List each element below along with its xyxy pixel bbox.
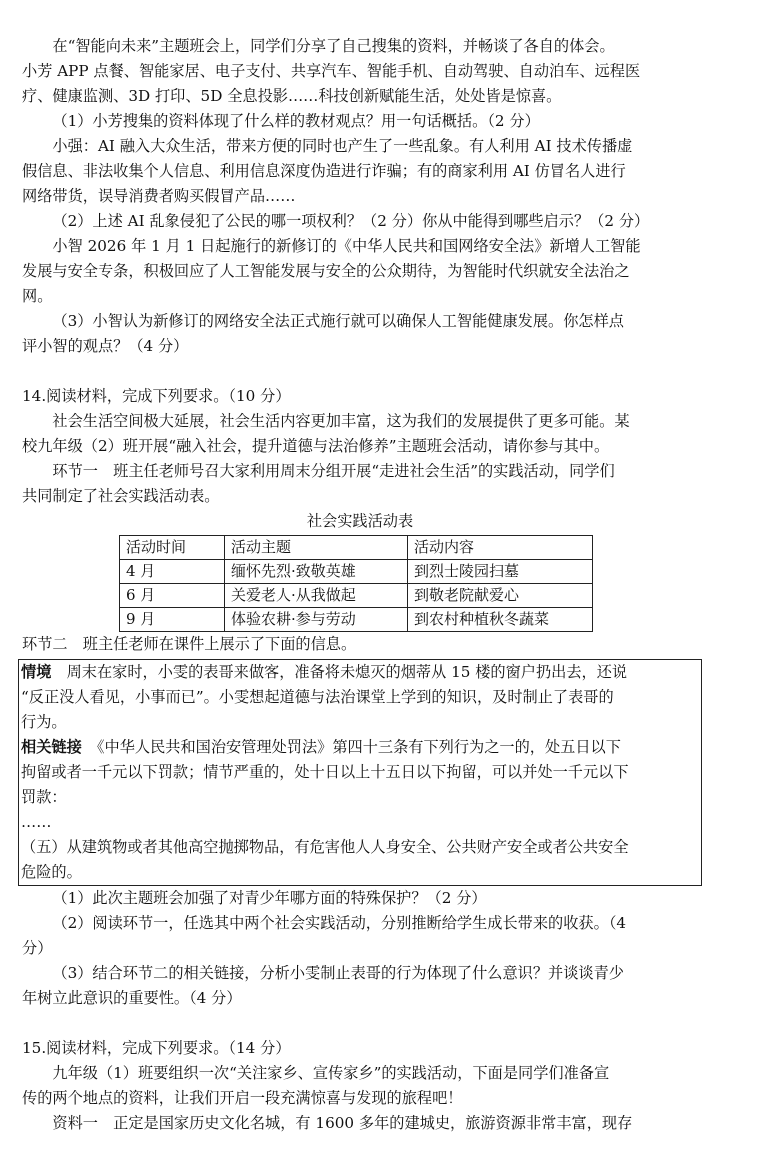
item-5-line-1: （五）从建筑物或者其他高空抛掷物品，有危害他人人身安全、公共财产安全或者公共安全 <box>21 838 629 856</box>
link-line-1 <box>19 735 701 760</box>
link-text: 《中华人民共和国治安管理处罚法》第四十三条有下列行为之一的，处五日以下 <box>81 738 621 756</box>
q15-intro-line-1: 九年级（1）班要组织一次“关注家乡、宣传家乡”的实践活动，下面是同学们准备宣 <box>52 1064 610 1082</box>
xiaozhi-line-3: 网。 <box>22 287 53 305</box>
link-line-2: 拘留或者一千元以下罚款；情节严重的，处十日以上十五日以下拘留，可以并处一千元以下 <box>21 763 629 781</box>
xiaozhi-line-1: 小智 2026 年 1 月 1 日起施行的新修订的《中华人民共和国网络安全法》新增人工智能 <box>52 237 641 255</box>
question-13-3-line-2: 评小智的观点？（4 分） <box>22 337 189 355</box>
question-14-2-line-1: （2）阅读环节一，任选其中两个社会实践活动，分别推断给学生成长带来的收获。（4 <box>52 914 627 932</box>
table-row <box>120 560 593 584</box>
xiaoqiang-line-1: 小强：AI 融入大众生活，带来方便的同时也产生了一些乱象。有人利用 AI 技术传播虚 <box>52 137 633 155</box>
situation-line-2: “反正没人看见，小事而已”。小雯想起道德与法治课堂上学到的知识，及时制止了表哥的 <box>21 688 614 706</box>
situation-line-1 <box>19 660 701 685</box>
question-14-1: （1）此次主题班会加强了对青少年哪方面的特殊保护？（2 分） <box>52 889 487 907</box>
table-row <box>120 608 593 632</box>
intro-line-1: 在“智能向未来”主题班会上，同学们分享了自己搜集的资料，并畅谈了各自的体会。 <box>52 37 615 55</box>
link-ellipsis: …… <box>21 813 52 831</box>
question-13-2: （2）上述 AI 乱象侵犯了公民的哪一项权利？（2 分）你从中能得到哪些启示？（2 分） <box>52 212 650 230</box>
table-cell: 到敬老院献爱心 <box>408 584 593 608</box>
table-header-cell: 活动主题 <box>225 536 408 560</box>
question-14-title: 14.阅读材料，完成下列要求。（10 分） <box>22 387 291 405</box>
situation-line-3: 行为。 <box>21 713 67 731</box>
section-1-line-1: 环节一 班主任老师号召大家利用周末分组开展“走进社会生活”的实践活动，同学们 <box>52 462 615 480</box>
question-14-3-line-1: （3）结合环节二的相关链接，分析小雯制止表哥的行为体现了什么意识？并谈谈青少 <box>52 964 624 982</box>
table-caption: 社会实践活动表 <box>306 512 414 530</box>
question-14-2-line-2: 分） <box>22 939 53 957</box>
link-label: 相关链接 <box>21 738 82 756</box>
section-2: 环节二 班主任老师在课件上展示了下面的信息。 <box>22 635 357 653</box>
xiaozhi-line-2: 发展与安全专条，积极回应了人工智能发展与安全的公众期待，为智能时代织就安全法治之 <box>22 262 630 280</box>
table-cell: 到农村种植秋冬蔬菜 <box>408 608 593 632</box>
situation-label: 情境 <box>21 663 52 681</box>
intro-line-2: 小芳 APP 点餐、智能家居、电子支付、共享汽车、智能手机、自动驾驶、自动泊车、远程医 <box>22 62 641 80</box>
table-cell: 4 月 <box>120 560 225 584</box>
table-cell: 体验农耕·参与劳动 <box>225 608 408 632</box>
section-1-line-2: 共同制定了社会实践活动表。 <box>22 487 220 505</box>
table-header-cell: 活动内容 <box>408 536 593 560</box>
link-line-3: 罚款： <box>21 788 67 806</box>
item-5-line-2: 危险的。 <box>21 863 82 881</box>
xiaoqiang-line-3: 网络带货，误导消费者购买假冒产品…… <box>22 187 296 205</box>
q14-intro-line-2: 校九年级（2）班开展“融入社会，提升道德与法治修养”主题班会活动，请你参与其中。 <box>22 437 610 455</box>
activity-table <box>119 535 593 632</box>
material-1: 资料一 正定是国家历史文化名城，有 1600 多年的建城史，旅游资源非常丰富，现存 <box>52 1114 633 1132</box>
table-header-cell: 活动时间 <box>120 536 225 560</box>
table-cell: 缅怀先烈·致敬英雄 <box>225 560 408 584</box>
xiaoqiang-line-2: 假信息、非法收集个人信息、利用信息深度伪造进行诈骗；有的商家利用 AI 仿冒名人进行 <box>22 162 626 180</box>
question-15-title: 15.阅读材料，完成下列要求。（14 分） <box>22 1039 291 1057</box>
q14-intro-line-1: 社会生活空间极大延展，社会生活内容更加丰富，这为我们的发展提供了更多可能。某 <box>52 412 630 430</box>
situation-text: 周末在家时，小雯的表哥来做客，准备将未熄灭的烟蒂从 15 楼的窗户扔出去，还说 <box>51 663 628 681</box>
q15-intro-line-2: 传的两个地点的资料，让我们开启一段充满惊喜与发现的旅程吧！ <box>22 1089 463 1107</box>
table-cell: 6 月 <box>120 584 225 608</box>
table-header-row <box>120 536 593 560</box>
exam-page <box>22 34 698 1136</box>
question-13-1: （1）小芳搜集的资料体现了什么样的教材观点？用一句话概括。（2 分） <box>52 112 540 130</box>
table-row <box>120 584 593 608</box>
intro-line-3: 疗、健康监测、3D 打印、5D 全息投影……科技创新赋能生活，处处皆是惊喜。 <box>22 87 562 105</box>
table-cell: 9 月 <box>120 608 225 632</box>
info-box <box>18 659 702 886</box>
question-13-3-line-1: （3）小智认为新修订的网络安全法正式施行就可以确保人工智能健康发展。你怎样点 <box>52 312 624 330</box>
table-cell: 关爱老人·从我做起 <box>225 584 408 608</box>
table-cell: 到烈士陵园扫墓 <box>408 560 593 584</box>
question-14-3-line-2: 年树立此意识的重要性。（4 分） <box>22 989 242 1007</box>
